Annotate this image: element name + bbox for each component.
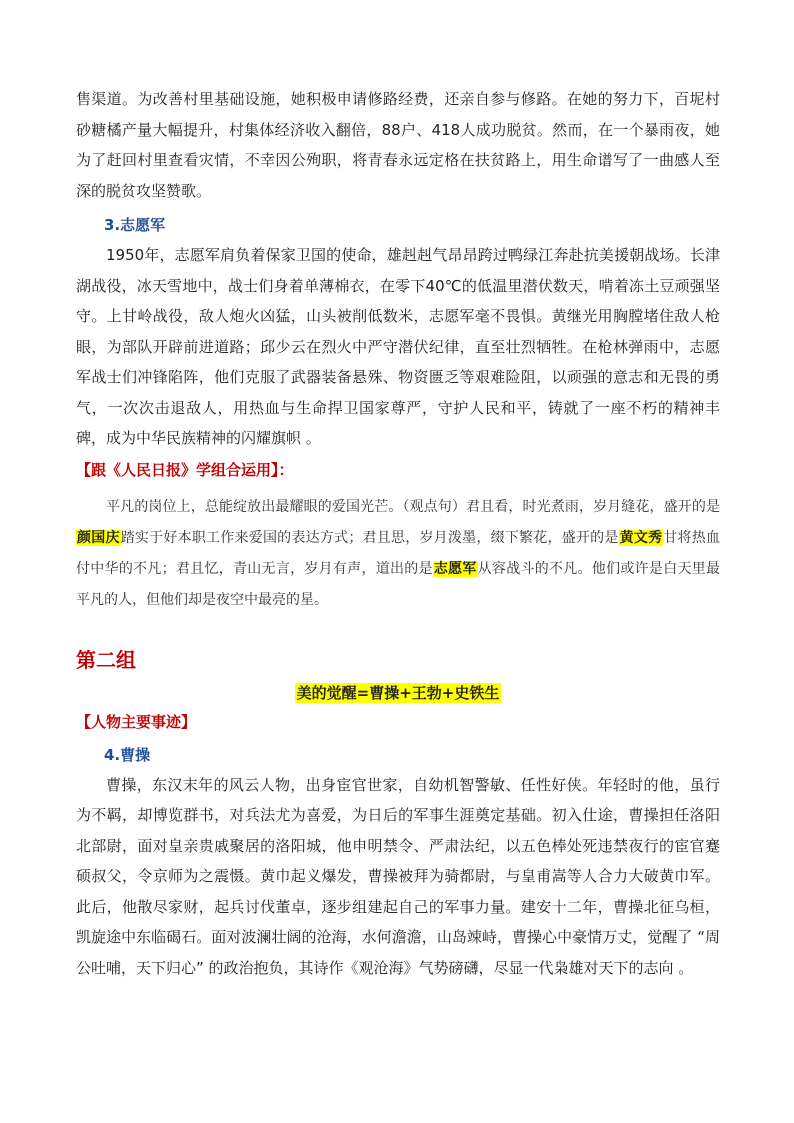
highlight-name-2: 黄文秀 bbox=[619, 529, 663, 546]
group-2-title: 第二组 bbox=[76, 647, 136, 672]
quote-text-3: 甘将热血付中华的不凡；君且忆，青山无言，岁月有声，道出的是 bbox=[76, 529, 721, 577]
group-2-theme bbox=[76, 680, 720, 706]
section-4-heading: 4.曹操 bbox=[104, 745, 151, 764]
combo-quote bbox=[76, 492, 720, 616]
quote-text-2: 踏实于好本职工作来爱国的表达方式；君且思，岁月泼墨，缀下繁花，盛开的是 bbox=[120, 529, 619, 546]
highlight-name-3: 志愿军 bbox=[433, 560, 477, 577]
combo-heading: 【跟《人民日报》学组合运用】： bbox=[76, 460, 294, 479]
section-3-heading: 3.志愿军 bbox=[104, 216, 166, 234]
deeds-heading: 【人物主要事迹】 bbox=[76, 712, 197, 731]
quote-text-1: 平凡的岗位上，总能绽放出最耀眼的爱国光芒。（观点句）君且看，时光煮雨，岁月缝花，盛开的是 bbox=[106, 498, 720, 515]
section-3-body: 1950年，志愿军肩负着保家卫国的使命，雄赳赳气昂昂跨过鸭绿江奔赴抗美援朝战场。长津湖战役，冰天雪地中，战士们身着单薄棉衣，在零下40℃的低温里潜伏数天，啃着冻土豆顽强坚守。上甘岭战役，敌人炮火凶猛，山头被削低数米，志愿军毫不畏惧。黄继光用胸膛堵住敌人枪眼，为部队开辟前进道路；邱少云在烈火中严守潜伏纪律，直至壮烈牺牲。在枪林弹雨中，志愿军战士们冲锋陷阵，他们克服了武器装备悬殊、物资匮乏等艰难险阻，以顽强的意志和无畏的勇气，一次次击退敌人，用热血与生命捍卫国家尊严，守护人民和平，铸就了一座不朽的精神丰碑，成为中华民族精神的闪耀旗帜 。 bbox=[76, 246, 720, 447]
group-2-theme-text: 美的觉醒=曹操+王勃+史铁生 bbox=[296, 683, 500, 702]
highlight-name-1: 颜国庆 bbox=[77, 529, 120, 546]
section-4-body: 曹操，东汉末年的风云人物，出身宦官世家，自幼机智警敏、任性好侠。年轻时的他，虽行为不羁，却博览群书，对兵法尤为喜爱，为日后的军事生涯奠定基础。初入仕途，曹操担任洛阳北部尉，面对皇亲贵戚聚居的洛阳城，他申明禁令、严肃法纪，以五色棒处死违禁夜行的宦官蹇硕叔父，令京师为之震慑。黄巾起义爆发，曹操被拜为骑都尉，与皇甫嵩等人合力大破黄巾军。此后，他散尽家财，起兵讨伐董卓，逐步组建起自己的军事力量。建安十二年，曹操北征乌桓，凯旋途中东临碣石。面对波澜壮阔的沧海，水何澹澹，山岛竦峙，曹操心中豪情万丈，觉醒了 “周公吐哺，天下归心” 的政治抱负，其诗作《观沧海》气势磅礴，尽显一代枭雄对天下的志向 。 bbox=[76, 775, 720, 977]
intro-paragraph: 售渠道。为改善村里基础设施，她积极申请修路经费，还亲自参与修路。在她的努力下，百坭村砂糖橘产量大幅提升，村集体经济收入翻倍，88户、418人成功脱贫。然而，在一个暴雨夜，她为了赶回村里查看灾情，不幸因公殉职，将青春永远定格在扶贫路上，用生命谱写了一曲感人至深的脱贫攻坚赞歌。 bbox=[76, 90, 720, 200]
quote-text-4: 从容战斗的不凡。他们或许是白天里最平凡的人，但他们却是夜空中最亮的星。 bbox=[76, 560, 721, 608]
document-page bbox=[76, 84, 720, 983]
